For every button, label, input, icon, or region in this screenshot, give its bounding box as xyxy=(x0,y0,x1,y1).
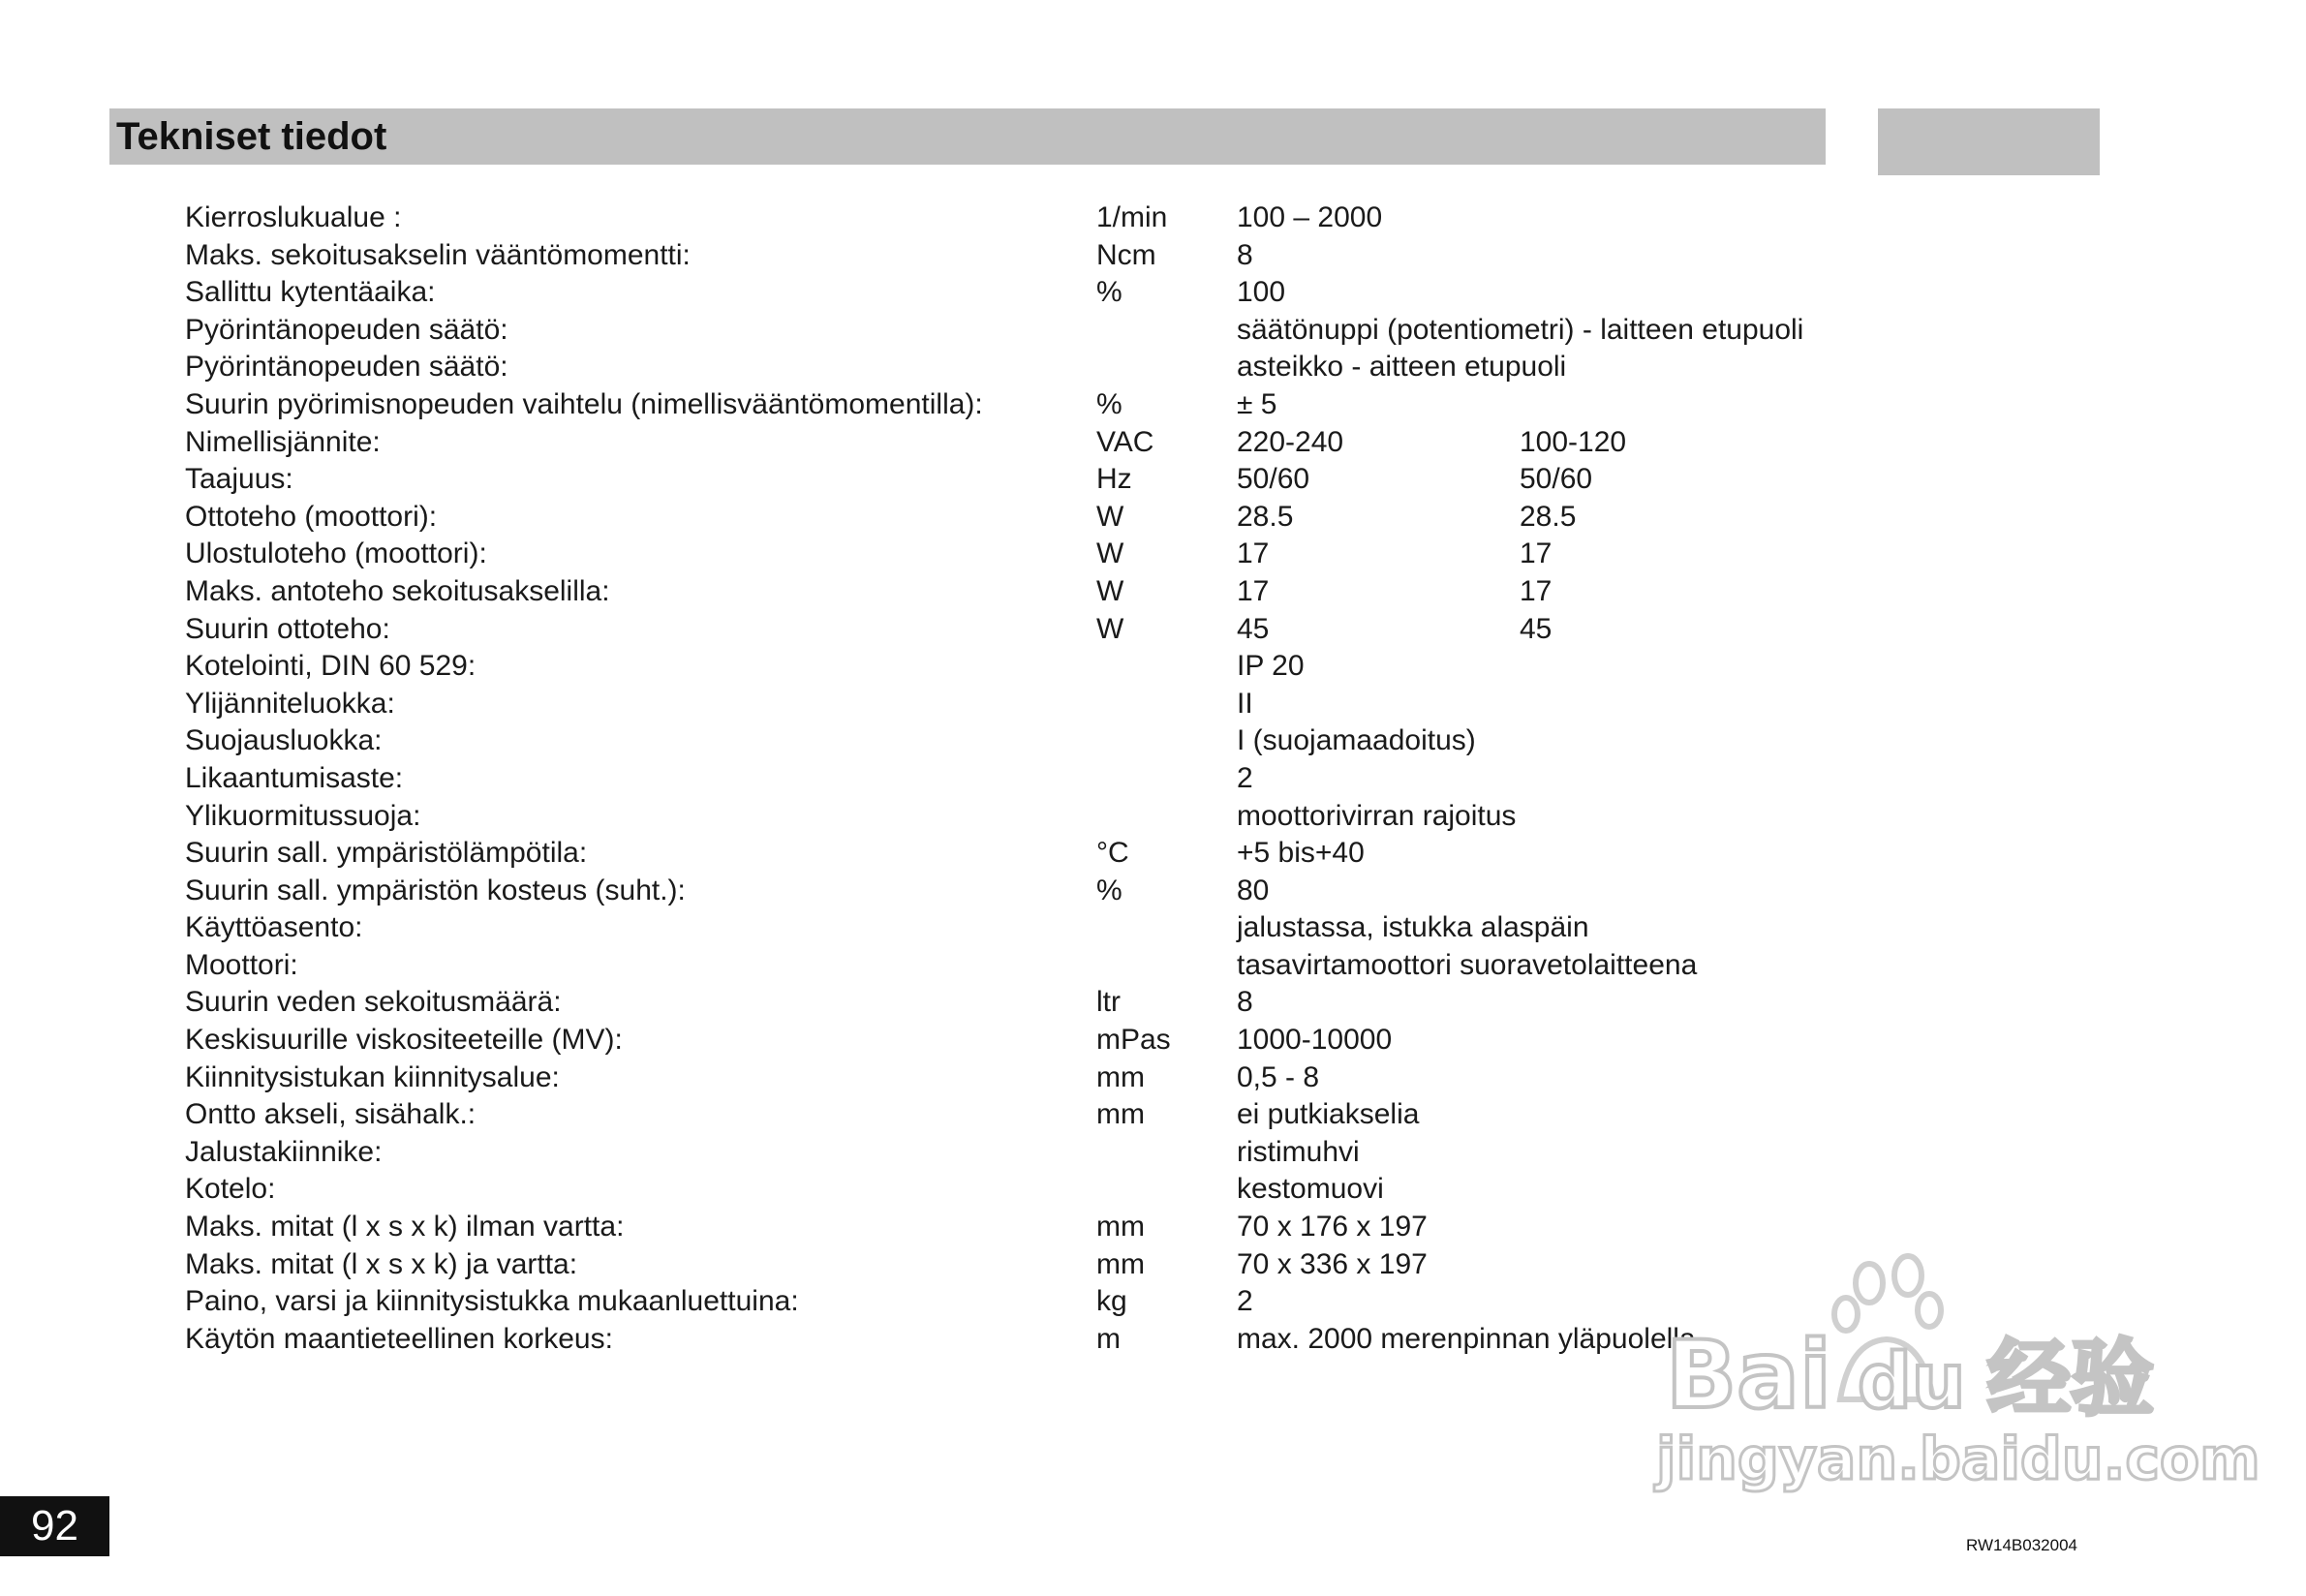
spec-label: Kierroslukualue : xyxy=(185,201,402,233)
spec-value: moottorivirran rajoitus xyxy=(1237,799,1517,832)
spec-value: 2 xyxy=(1237,1285,1253,1318)
spec-label: Kotelo: xyxy=(185,1173,276,1206)
spec-label: Kotelointi, DIN 60 529: xyxy=(185,650,477,683)
spec-row xyxy=(185,1171,1831,1209)
spec-label: Jalustakiinnike: xyxy=(185,1135,383,1168)
spec-value-alt: 17 xyxy=(1520,574,1553,607)
spec-label: Nimellisjännite: xyxy=(185,425,381,458)
svg-text:经验: 经验 xyxy=(1987,1331,2154,1427)
spec-row xyxy=(185,312,1831,350)
spec-row xyxy=(185,984,1831,1022)
spec-row xyxy=(185,1134,1831,1172)
section-title: Tekniset tiedot xyxy=(116,115,387,158)
spec-row xyxy=(185,499,1831,537)
spec-value-alt: 50/60 xyxy=(1520,463,1593,496)
spec-value: ei putkiakselia xyxy=(1237,1098,1420,1131)
spec-value-alt: 45 xyxy=(1520,612,1553,645)
spec-value: +5 bis+40 xyxy=(1237,837,1365,870)
spec-row xyxy=(185,873,1831,910)
spec-value: jalustassa, istukka alaspäin xyxy=(1237,911,1589,944)
spec-label: Moottori: xyxy=(185,948,298,981)
spec-label: Suurin veden sekoitusmäärä: xyxy=(185,986,562,1019)
spec-label: Ylikuormitussuoja: xyxy=(185,799,421,832)
svg-text:jingyan.baidu.com: jingyan.baidu.com xyxy=(1656,1426,2260,1493)
spec-row xyxy=(185,349,1831,386)
spec-row xyxy=(185,1209,1831,1246)
spec-unit: W xyxy=(1096,500,1124,533)
spec-row xyxy=(185,760,1831,798)
spec-label: Suurin pyörimisnopeuden vaihtelu (nimellisvääntömomentilla): xyxy=(185,387,983,420)
spec-row xyxy=(185,1059,1831,1097)
spec-unit: W xyxy=(1096,574,1124,607)
spec-unit: m xyxy=(1096,1322,1121,1355)
spec-row xyxy=(185,648,1831,686)
spec-value: 1000-10000 xyxy=(1237,1024,1393,1057)
spec-value: IP 20 xyxy=(1237,650,1305,683)
spec-unit: ltr xyxy=(1096,986,1121,1019)
spec-row xyxy=(185,424,1831,462)
spec-row xyxy=(185,1283,1831,1321)
spec-value-alt: 100-120 xyxy=(1520,425,1627,458)
spec-value: 70 x 176 x 197 xyxy=(1237,1211,1428,1243)
spec-value: 8 xyxy=(1237,986,1253,1019)
spec-unit: % xyxy=(1096,874,1122,906)
spec-row xyxy=(185,611,1831,649)
spec-row xyxy=(185,237,1831,275)
spec-value: 100 – 2000 xyxy=(1237,201,1383,233)
spec-unit: kg xyxy=(1096,1285,1127,1318)
spec-label: Maks. mitat (l x s x k) ilman vartta: xyxy=(185,1211,625,1243)
spec-value: kestomuovi xyxy=(1237,1173,1384,1206)
spec-value: II xyxy=(1237,687,1253,720)
spec-label: Maks. antoteho sekoitusakselilla: xyxy=(185,574,610,607)
spec-row xyxy=(185,1246,1831,1284)
spec-label: Maks. mitat (l x s x k) ja vartta: xyxy=(185,1247,578,1280)
svg-text:du: du xyxy=(1858,1338,1966,1426)
section-header-bar xyxy=(109,108,1826,165)
spec-value: I (suojamaadoitus) xyxy=(1237,724,1476,757)
spec-row xyxy=(185,386,1831,424)
spec-label: Suurin sall. ympäristön kosteus (suht.): xyxy=(185,874,686,906)
spec-label: Taajuus: xyxy=(185,463,293,496)
spec-row xyxy=(185,1022,1831,1059)
spec-unit: mm xyxy=(1096,1211,1145,1243)
spec-row xyxy=(185,835,1831,873)
spec-row xyxy=(185,686,1831,723)
spec-label: Ottoteho (moottori): xyxy=(185,500,438,533)
spec-label: Keskisuurille viskositeeteille (MV): xyxy=(185,1024,623,1057)
spec-label: Ylijänniteluokka: xyxy=(185,687,395,720)
spec-unit: mPas xyxy=(1096,1024,1171,1057)
spec-row xyxy=(185,947,1831,985)
page-number: 92 xyxy=(0,1496,109,1556)
spec-label: Sallittu kytentäaika: xyxy=(185,276,436,309)
spec-value: 0,5 - 8 xyxy=(1237,1060,1320,1093)
spec-unit: mm xyxy=(1096,1247,1145,1280)
spec-unit: VAC xyxy=(1096,425,1154,458)
spec-row xyxy=(185,722,1831,760)
spec-value: 2 xyxy=(1237,761,1253,794)
spec-unit: mm xyxy=(1096,1098,1145,1131)
spec-unit: % xyxy=(1096,276,1122,309)
baidu-jingyan-watermark-logo xyxy=(1637,1254,2260,1516)
spec-value: 17 xyxy=(1237,574,1270,607)
spec-value: tasavirtamoottori suoravetolaitteena xyxy=(1237,948,1698,981)
header-tab-block xyxy=(1878,108,2100,175)
spec-value-alt: 17 xyxy=(1520,537,1553,570)
spec-label: Pyörintänopeuden säätö: xyxy=(185,313,508,346)
spec-value: asteikko - aitteen etupuoli xyxy=(1237,351,1567,384)
spec-value: 50/60 xyxy=(1237,463,1310,496)
spec-label: Kiinnitysistukan kiinnitysalue: xyxy=(185,1060,560,1093)
spec-row xyxy=(185,1321,1831,1359)
spec-unit: Hz xyxy=(1096,463,1132,496)
spec-label: Suurin sall. ympäristölämpötila: xyxy=(185,837,588,870)
spec-value: säätönuppi (potentiometri) - laitteen etupuoli xyxy=(1237,313,1804,346)
spec-value: 100 xyxy=(1237,276,1286,309)
spec-unit: 1/min xyxy=(1096,201,1168,233)
spec-value: 28.5 xyxy=(1237,500,1294,533)
spec-row xyxy=(185,461,1831,499)
spec-table xyxy=(185,200,1831,1358)
spec-row xyxy=(185,200,1831,237)
spec-unit: W xyxy=(1096,612,1124,645)
spec-row xyxy=(185,536,1831,573)
spec-row xyxy=(185,573,1831,611)
spec-row xyxy=(185,909,1831,947)
spec-label: Ulostuloteho (moottori): xyxy=(185,537,487,570)
spec-row xyxy=(185,274,1831,312)
spec-label: Käytön maantieteellinen korkeus: xyxy=(185,1322,613,1355)
spec-value: 80 xyxy=(1237,874,1270,906)
spec-value: ristimuhvi xyxy=(1237,1135,1360,1168)
spec-value: 220-240 xyxy=(1237,425,1344,458)
spec-value: 45 xyxy=(1237,612,1270,645)
spec-value: 70 x 336 x 197 xyxy=(1237,1247,1428,1280)
spec-value: 8 xyxy=(1237,238,1253,271)
spec-unit: Ncm xyxy=(1096,238,1156,271)
spec-value: ± 5 xyxy=(1237,387,1277,420)
spec-row xyxy=(185,798,1831,836)
svg-text:Bai: Bai xyxy=(1666,1321,1831,1429)
spec-label: Pyörintänopeuden säätö: xyxy=(185,351,508,384)
spec-label: Suojausluokka: xyxy=(185,724,383,757)
spec-label: Likaantumisaste: xyxy=(185,761,404,794)
spec-label: Suurin ottoteho: xyxy=(185,612,390,645)
document-code: RW14B032004 xyxy=(1966,1536,2077,1554)
spec-value: 17 xyxy=(1237,537,1270,570)
spec-label: Maks. sekoitusakselin vääntömomentti: xyxy=(185,238,691,271)
spec-label: Käyttöasento: xyxy=(185,911,363,944)
spec-label: Paino, varsi ja kiinnitysistukka mukaanluettuina: xyxy=(185,1285,799,1318)
spec-unit: mm xyxy=(1096,1060,1145,1093)
spec-label: Ontto akseli, sisähalk.: xyxy=(185,1098,477,1131)
spec-value-alt: 28.5 xyxy=(1520,500,1577,533)
spec-unit: °C xyxy=(1096,837,1129,870)
spec-unit: % xyxy=(1096,387,1122,420)
spec-value: max. 2000 merenpinnan yläpuolella xyxy=(1237,1322,1696,1355)
spec-row xyxy=(185,1096,1831,1134)
spec-unit: W xyxy=(1096,537,1124,570)
